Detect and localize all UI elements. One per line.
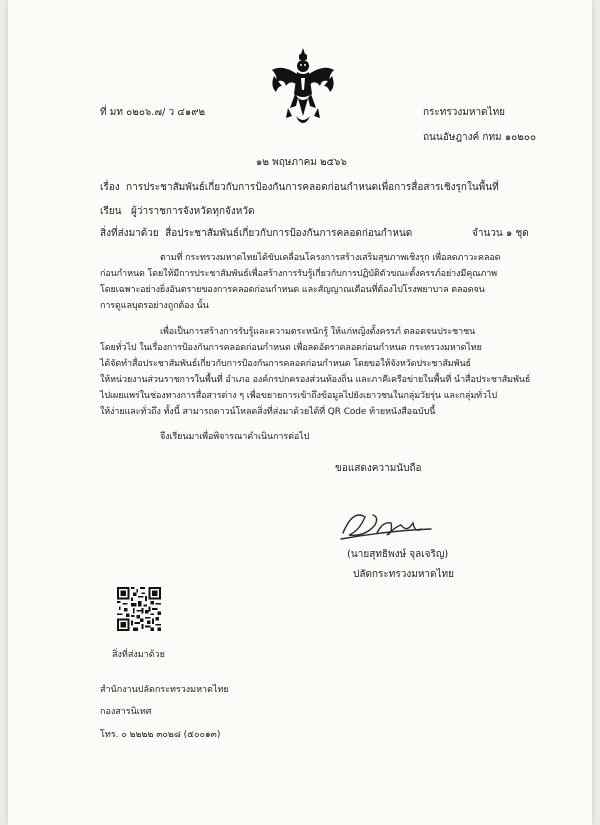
paragraph-1-line: ก่อนกำหนด โดยให้มีการประชาสัมพันธ์เพื่อสร้างการรับรู้เกี่ยวกับการปฏิบัติตัวขณะตั้งครรภ์อย่างมีคุณภาพ	[100, 269, 498, 279]
qr-code	[117, 587, 161, 631]
closing-salutation: ขอแสดงความนับถือ	[335, 463, 422, 474]
enclosure-label: สิ่งที่ส่งมาด้วย	[100, 228, 159, 239]
qr-caption: สิ่งที่ส่งมาด้วย	[112, 650, 165, 660]
recipient-line	[100, 205, 254, 218]
contact-phone: โทร. ๐ ๒๒๒๒ ๓๐๒๘ (๕๐๐๑๓)	[100, 730, 221, 740]
paragraph-1-line: โดยเฉพาะอย่างยิ่งอันตรายของการคลอดก่อนกำหนด และสัญญาณเตือนที่ต้องไปโรงพยาบาล ตลอดจน	[100, 285, 485, 295]
recipient-label: เรียน	[100, 206, 122, 217]
paragraph-2-line: ไปเผยแพร่ในช่องทางการสื่อสารต่าง ๆ เพื่อขยายการเข้าถึงข้อมูลไปยังเยาวชนในกลุ่มวัยรุ่น และกลุ่มทั่วไป	[100, 391, 497, 401]
reference-number: ที่ มท ๐๒๐๖.๗/ ว ๔๑๙๒	[100, 107, 206, 118]
handwritten-signature	[335, 503, 455, 545]
paragraph-1-line: ตามที่ กระทรวงมหาดไทยได้ขับเคลื่อนโครงการสร้างเสริมสุขภาพเชิงรุก เพื่อลดภาวะคลอด	[160, 253, 501, 263]
paragraph-1-line: การดูแลบุตรอย่างถูกต้อง นั้น	[100, 301, 209, 311]
paragraph-2-line: ให้หน่วยงานส่วนราชการในพื้นที่ อำเภอ องค์กรปกครองส่วนท้องถิ่น และภาคีเครือข่ายในพื้นที่ นำสื่อประชาสัมพันธ์	[100, 375, 531, 385]
ministry-address: ถนนอัษฎางค์ กทม ๑๐๒๐๐	[423, 132, 537, 143]
paragraph-2-line: ให้ง่ายและทั่วถึง ทั้งนี้ สามารถดาวน์โหลดสิ่งที่ส่งมาด้วยได้ที่ QR Code ท้ายหนังสือฉบับนี้	[100, 407, 436, 417]
enclosure-line	[100, 227, 412, 240]
subject-text: การประชาสัมพันธ์เกี่ยวกับการป้องกันการคลอดก่อนกำหนดเพื่อการสื่อสารเชิงรุกในพื้นที่	[126, 182, 499, 193]
issuing-office: สำนักงานปลัดกระทรวงมหาดไทย	[100, 685, 229, 695]
garuda-emblem	[268, 46, 338, 126]
recipient-text: ผู้ว่าราชการจังหวัดทุกจังหวัด	[131, 206, 255, 217]
signatory-title: ปลัดกระทรวงมหาดไทย	[353, 569, 455, 580]
enclosure-quantity: จำนวน ๑ ชุด	[472, 228, 529, 239]
letter-date: ๑๒ พฤษภาคม ๒๕๖๖	[256, 157, 347, 168]
closing-request: จึงเรียนมาเพื่อพิจารณาดำเนินการต่อไป	[160, 432, 310, 442]
paragraph-2-line: เพื่อเป็นการสร้างการรับรู้และความตระหนักรู้ ให้แก่หญิงตั้งครรภ์ ตลอดจนประชาชน	[160, 327, 476, 337]
subject-label: เรื่อง	[100, 182, 120, 193]
paragraph-2-line: โดยทั่วไป ในเรื่องการป้องกันการคลอดก่อนกำหนด เพื่อลดอัตราคลอดก่อนกำหนด กระทรวงมหาดไทย	[100, 343, 482, 353]
enclosure-text: สื่อประชาสัมพันธ์เกี่ยวกับการป้องกันการคลอดก่อนกำหนด	[165, 228, 413, 239]
ministry-name: กระทรวงมหาดไทย	[423, 107, 506, 118]
signatory-name: (นายสุทธิพงษ์ จุลเจริญ)	[347, 549, 449, 560]
issuing-division: กองสารนิเทศ	[100, 707, 152, 717]
subject-line	[100, 181, 499, 194]
paragraph-2-line: ได้จัดทำสื่อประชาสัมพันธ์เกี่ยวกับการป้องกันการคลอดก่อนกำหนด โดยขอให้จังหวัดประชาสัมพันธ์	[100, 359, 471, 369]
